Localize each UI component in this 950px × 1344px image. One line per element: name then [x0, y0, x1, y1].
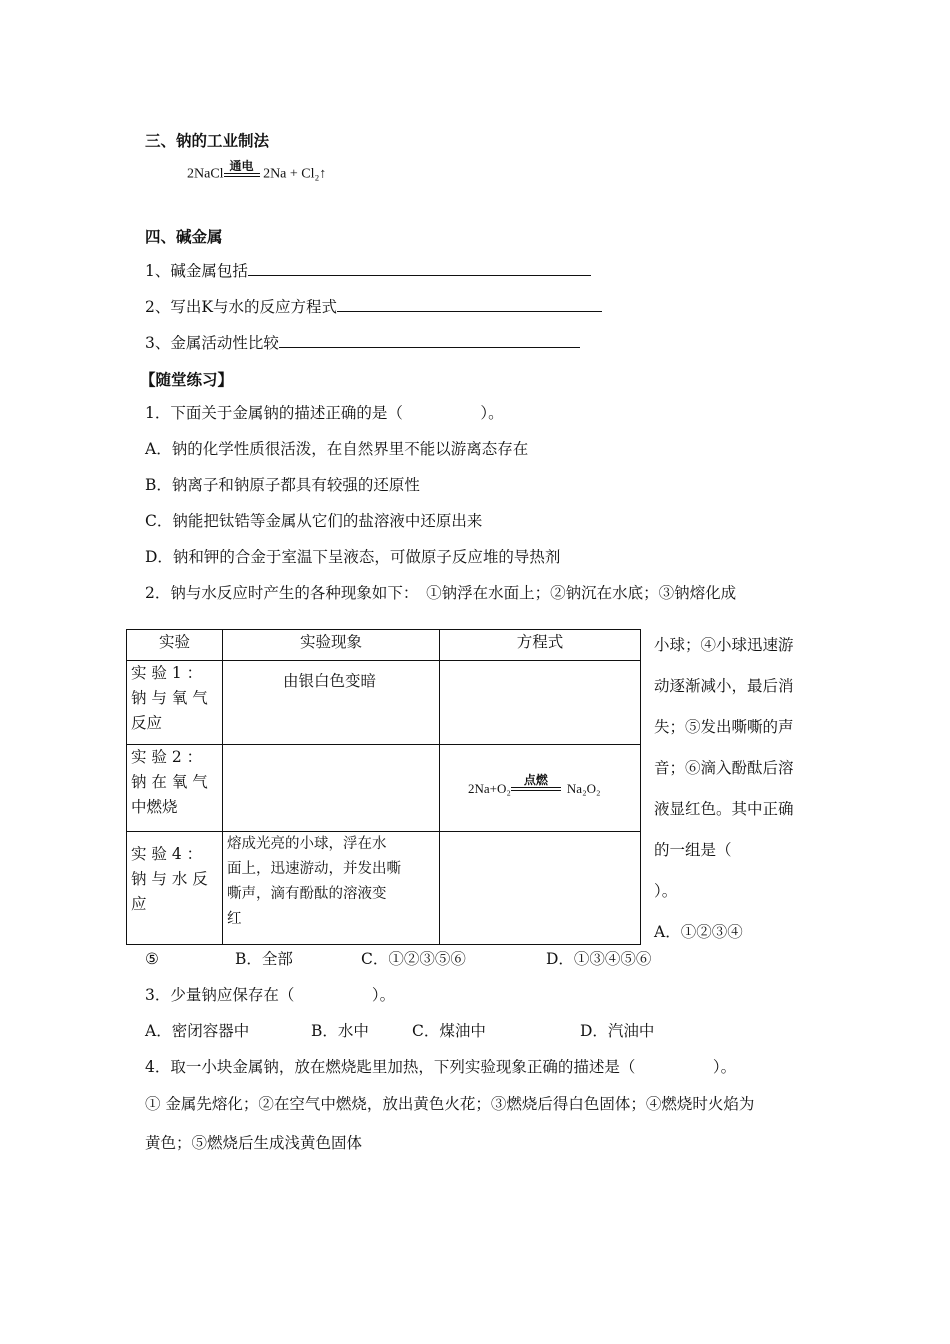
practice-1-option-d: D．钠和钾的合金于室温下呈液态，可做原子反应堆的导热剂: [145, 548, 561, 566]
experiment-phenomenon: 由银白色变暗: [223, 661, 440, 745]
experiment-name: 实 验 2 ： 钠 在 氧 气 中燃烧: [127, 745, 223, 832]
section-four-title: 四、碱金属: [145, 228, 223, 246]
table-row: [127, 832, 641, 945]
side-line: ）。: [654, 882, 678, 900]
practice-3-option-b: B．水中: [311, 1022, 369, 1040]
experiment-table: [126, 629, 641, 945]
practice-3-option-c: C．煤油中: [412, 1022, 486, 1040]
header-experiment: 实验: [127, 630, 223, 661]
practice-2-option-b: B．全部: [235, 950, 293, 968]
experiment-name: 实 验 4 ： 钠 与 水 反 应: [127, 832, 223, 945]
experiment-phenomenon[interactable]: [223, 745, 440, 832]
table-row: [127, 661, 641, 745]
question-text: 2、写出K与水的反应方程式: [145, 298, 337, 316]
equation-arrow: [224, 160, 260, 177]
practice-title: 【随堂练习】: [140, 371, 234, 389]
table-row: [127, 745, 641, 832]
practice-2-side-text: [654, 625, 794, 953]
equation-left: 2NaCl: [187, 166, 224, 182]
practice-1-option-b: B．钠离子和钠原子都具有较强的还原性: [145, 476, 420, 494]
practice-1-stem: 1．下面关于金属钠的描述正确的是（ ）。: [145, 404, 504, 422]
practice-3-stem: 3．少量钠应保存在（ ）。: [145, 986, 396, 1004]
answer-blank[interactable]: [279, 332, 580, 348]
experiment-equation[interactable]: [440, 832, 641, 945]
experiment-name: 实 验 1 ： 钠 与 氧 气 反应: [127, 661, 223, 745]
electrolysis-equation: [187, 159, 327, 183]
question-k-water: [145, 296, 602, 317]
practice-2-option-a-tail: ⑤: [145, 950, 159, 968]
table-header-row: [127, 630, 641, 661]
question-alkali-metals: [145, 260, 591, 281]
side-line: A．①②③④: [654, 923, 743, 941]
answer-blank[interactable]: [248, 260, 591, 276]
practice-3-option-a: A．密闭容器中: [145, 1022, 250, 1040]
answer-blank[interactable]: [337, 296, 602, 312]
equation-condition: 点燃: [523, 773, 548, 787]
practice-2-stem: 2．钠与水反应时产生的各种现象如下： ①钠浮在水面上；②钠沉在水底；③钠熔化成: [145, 584, 737, 602]
equation-right: Na₂O₂: [566, 780, 601, 796]
side-line: 的一组是（: [654, 841, 732, 859]
equation-condition: 通电: [229, 159, 254, 173]
side-line: 液显红色。其中正确: [654, 800, 794, 818]
practice-3-option-d: D．汽油中: [580, 1022, 655, 1040]
side-line: 失；⑤发出嘶嘶的声: [654, 718, 794, 736]
experiment-equation[interactable]: [440, 661, 641, 745]
experiment-phenomenon: 熔成光亮的小球，浮在水 面上，迅速游动，并发出嘶 嘶声，滴有酚酞的溶液变 红: [223, 832, 440, 945]
question-text: 1、碱金属包括: [145, 262, 248, 280]
side-line: 小球；④小球迅速游: [654, 636, 794, 654]
practice-4-line-1: ① 金属先熔化；②在空气中燃烧，放出黄色火花；③燃烧后得白色固体；④燃烧时火焰为: [145, 1095, 755, 1113]
equation-arrow: [511, 774, 561, 791]
practice-2-option-d: D．①③④⑤⑥: [546, 950, 652, 968]
practice-4-stem: 4．取一小块金属钠，放在燃烧匙里加热，下列实验现象正确的描述是（ ）。: [145, 1058, 737, 1076]
equation-right: 2Na + Cl₂↑: [263, 166, 327, 182]
practice-1-option-a: A．钠的化学性质很活泼，在自然界里不能以游离态存在: [145, 440, 529, 458]
header-phenomenon: 实验现象: [223, 630, 440, 661]
practice-4-line-2: 黄色；⑤燃烧后生成浅黄色固体: [145, 1134, 363, 1152]
side-line: 音；⑥滴入酚酞后溶: [654, 759, 794, 777]
question-text: 3、金属活动性比较: [145, 334, 279, 352]
equation-left: 2Na+O₂: [468, 780, 511, 796]
question-activity: [145, 332, 580, 353]
header-equation: 方程式: [440, 630, 641, 661]
practice-1-option-c: C．钠能把钛锆等金属从它们的盐溶液中还原出来: [145, 512, 483, 530]
practice-2-option-c: C．①②③⑤⑥: [361, 950, 466, 968]
side-line: 动逐渐减小，最后消: [654, 677, 794, 695]
experiment-equation: [440, 745, 641, 832]
section-three-title: 三、钠的工业制法: [145, 132, 270, 150]
